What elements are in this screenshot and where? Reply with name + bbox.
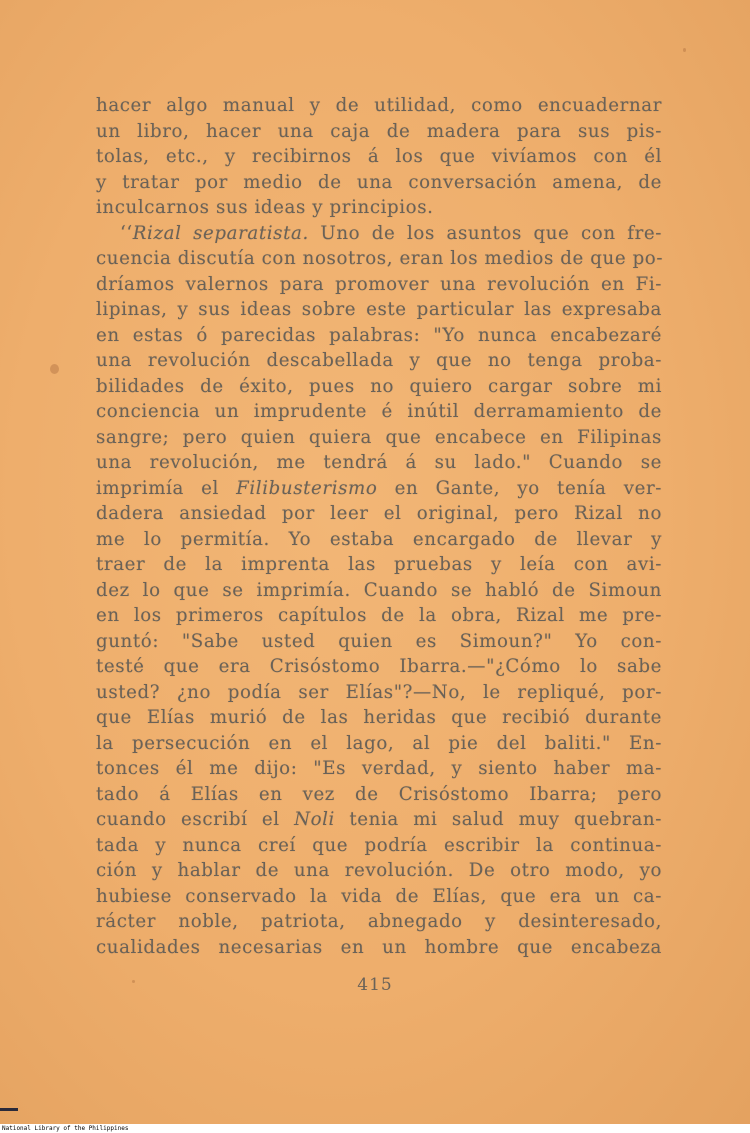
text-line: bilidades de éxito, pues no quiero cargar sobre mi: [96, 375, 662, 397]
text-line: me lo permitía. Yo estaba encargado de llevar y: [96, 528, 662, 550]
text-fragment: cuando escribí el: [96, 809, 295, 830]
text-line: [96, 807, 662, 833]
book-title: Filibusterismo: [236, 477, 378, 499]
text-line-section-heading: [96, 221, 662, 247]
text-line: rácter noble, patriota, abnegado y desinteresado,: [96, 911, 662, 932]
text-fragment: tenia mi salud muy quebran-: [334, 809, 662, 830]
text-line: testé que era Crisóstomo Ibarra.—"¿Cómo lo sabe: [96, 656, 662, 677]
body-text: [96, 93, 662, 960]
text-line: tada y nunca creí que podría escribir la continua-: [96, 834, 662, 856]
text-line: inculcarnos sus ideas y principios.: [96, 197, 434, 218]
text-line: una revolución, me tendrá á su lado." Cuando se: [96, 452, 662, 473]
book-title: Noli: [294, 809, 335, 830]
open-quote: ‘‘: [120, 222, 133, 244]
text-line: la persecución en el lago, al pie del baliti." En-: [96, 732, 662, 754]
text-line: un libro, hacer una caja de madera para sus pis-: [96, 120, 662, 142]
text-fragment: en Gante, yo tenía ver-: [377, 477, 662, 499]
text-line: hacer algo manual y de utilidad, como encuadernar: [96, 95, 662, 116]
text-line: dadera ansiedad por leer el original, pero Rizal no: [96, 503, 662, 524]
text-line: una revolución descabellada y que no tenga proba-: [96, 350, 662, 371]
text-line: que Elías murió de las heridas que recibió durante: [96, 707, 662, 728]
text-line: cuencia discutía con nosotros, eran los medios de que po-: [96, 248, 664, 269]
text-line: tonces él me dijo: "Es verdad, y siento haber ma-: [96, 758, 662, 779]
text-line: [96, 476, 662, 502]
text-line: usted? ¿no podía ser Elías"?—No, le repliqué, por-: [96, 681, 662, 703]
text-fragment: Uno de los asuntos que con fre-: [308, 222, 662, 244]
ink-speck: [683, 48, 686, 52]
text-line: y tratar por medio de una conversación amena, de: [96, 171, 662, 193]
text-line: tado á Elías en vez de Crisóstomo Ibarra; pero: [96, 783, 662, 805]
text-line: guntó: "Sabe usted quien es Simoun?" Yo con-: [96, 630, 662, 652]
text-line: sangre; pero quien quiera que encabece en Filipinas: [96, 426, 662, 448]
text-line: tolas, etc., y recibirnos á los que vivíamos con él: [96, 146, 662, 167]
text-line: traer de la imprenta las pruebas y leía con avi-: [96, 554, 662, 575]
text-line: dríamos valernos para promover una revolución en Fi-: [96, 273, 662, 295]
text-fragment: imprimía el: [96, 477, 237, 499]
text-line: lipinas, y sus ideas sobre este particular las expresaba: [96, 299, 662, 320]
text-line: en los primeros capítulos de la obra, Rizal me pre-: [96, 605, 662, 626]
text-line: dez lo que se imprimía. Cuando se habló de Simoun: [96, 579, 662, 601]
ink-spot: [50, 364, 59, 374]
text-line: hubiese conservado la vida de Elías, que era un ca-: [96, 885, 662, 907]
text-line: conciencia un imprudente é inútil derramamiento de: [96, 401, 662, 422]
page-number: 415: [357, 975, 393, 995]
text-line: en estas ó parecidas palabras: "Yo nunca encabezaré: [96, 324, 662, 346]
text-line: cualidades necesarias en un hombre que encabeza: [96, 936, 662, 958]
page-edge-mark: [0, 1108, 18, 1111]
text-line: ción y hablar de una revolución. De otro modo, yo: [96, 860, 662, 881]
library-credit: National Library of the Philippines: [2, 1125, 129, 1132]
section-title: Rizal separatista.: [132, 222, 309, 244]
